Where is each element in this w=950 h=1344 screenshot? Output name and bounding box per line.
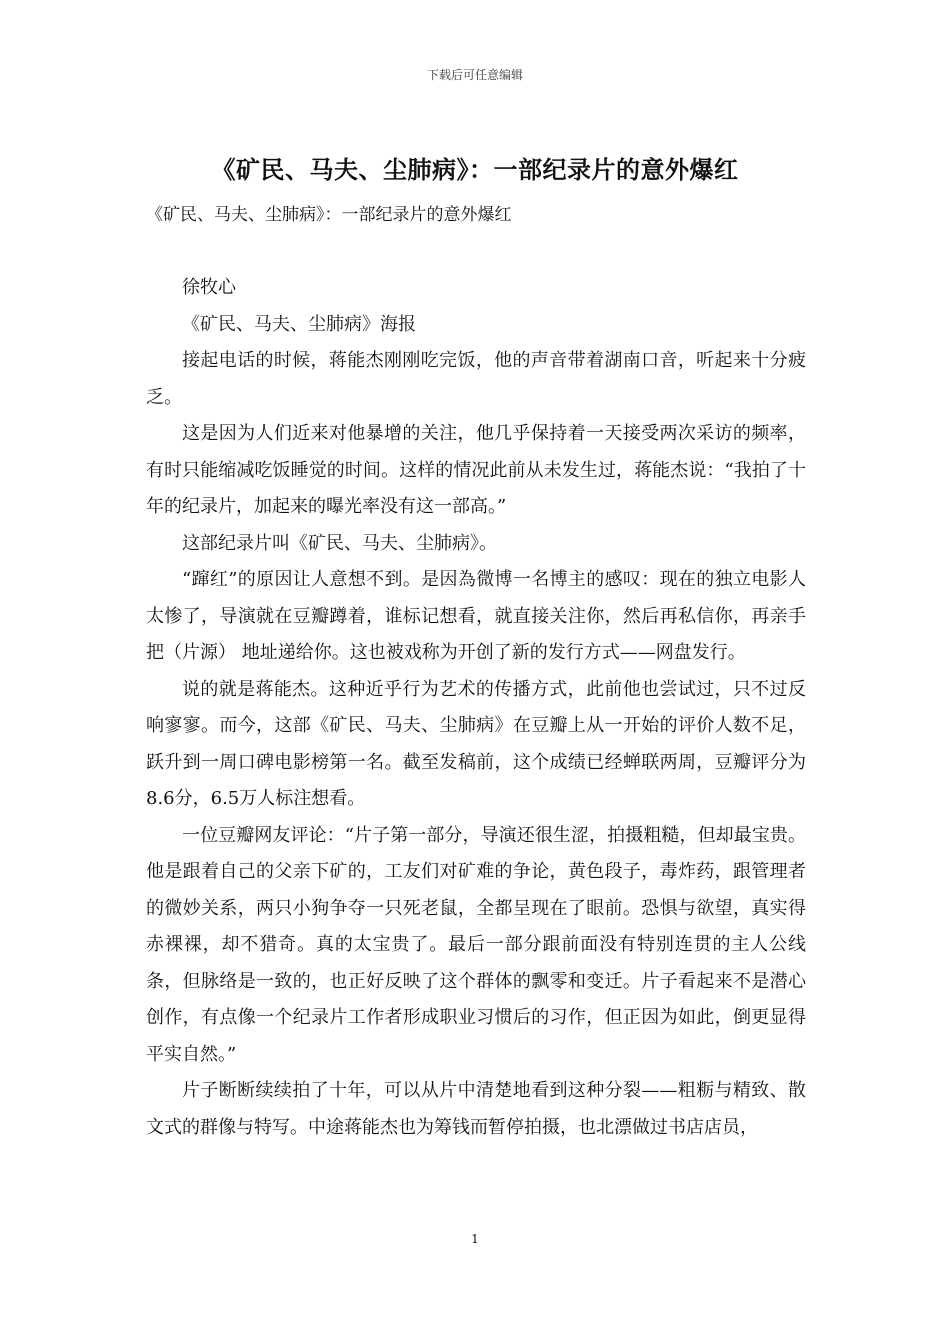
paragraph: 说的就是蒋能杰。这种近乎行为艺术的传播方式，此前他也尝试过，只不过反响寥寥。而今，这部《矿民、马夫、尘肺病》在豆瓣上从一开始的评价人数不足，跃升到一周口碑电影榜第一名。截至发稿前，这个成绩已经蝉联两周，豆瓣评分为 8.6分，6.5万人标注想看。 [146,678,806,809]
page-title: 《矿民、马夫、尘肺病》：一部纪录片的意外爆红 [211,155,739,184]
paragraph: 这是因为人们近来对他暴增的关注，他几乎保持着一天接受两次采访的频率，有时只能缩减吃饭睡觉的时间。这样的情况此前从未发生过，蒋能杰说：“我拍了十年的纪录片，加起来的曝光率没有这一部高。” [146,423,806,517]
paragraph: 片子断断续续拍了十年，可以从片中清楚地看到这种分裂——粗粝与精致、散文式的群像与特写。中途蒋能杰也为筹钱而暂停拍摄，也北漂做过书店店员， [146,1080,806,1138]
poster-caption: 《矿民、马夫、尘肺病》海报 [182,313,416,335]
paragraph: “蹿红”的原因让人意想不到。是因為微博一名博主的感叹：现在的独立电影人太惨了，导演就在豆瓣蹲着，谁标记想看，就直接关注你，然后再私信你，再亲手把（片源） 地址递给你。这也被戏称为开创了新的发行方式——网盘发行。 [146,569,806,663]
paragraph: 这部纪录片叫《矿民、马夫、尘肺病》。 [182,532,497,554]
article-body [146,270,806,1146]
page-number: 1 [471,1232,479,1246]
article-subtitle: 《矿民、马夫、尘肺病》：一部纪录片的意外爆红 [146,205,512,225]
paragraph: 一位豆瓣网友评论：“片子第一部分，导演还很生涩，拍摄粗糙，但却最宝贵。他是跟着自己的父亲下矿的，工友们对矿难的争论，黄色段子，毒炸药，跟管理者的微妙关系，两只小狗争夺一只死老鼠，全都呈现在了眼前。恐惧与欲望，真实得赤裸裸，却不猎奇。真的太宝贵了。最后一部分跟前面没有特别连贯的主人公线条，但脉络是一致的，也正好反映了这个群体的飘零和变迁。片子看起来不是潜心创作，有点像一个纪录片工作者形成职业习惯后的习作，但正因为如此，倒更显得平实自然。” [146,824,806,1065]
author-line: 徐牧心 [182,277,236,298]
header-note: 下载后可任意编辑 [426,68,523,82]
paragraph: 接起电话的时候，蒋能杰刚刚吃完饭，他的声音带着湖南口音，听起来十分疲乏。 [146,350,806,408]
